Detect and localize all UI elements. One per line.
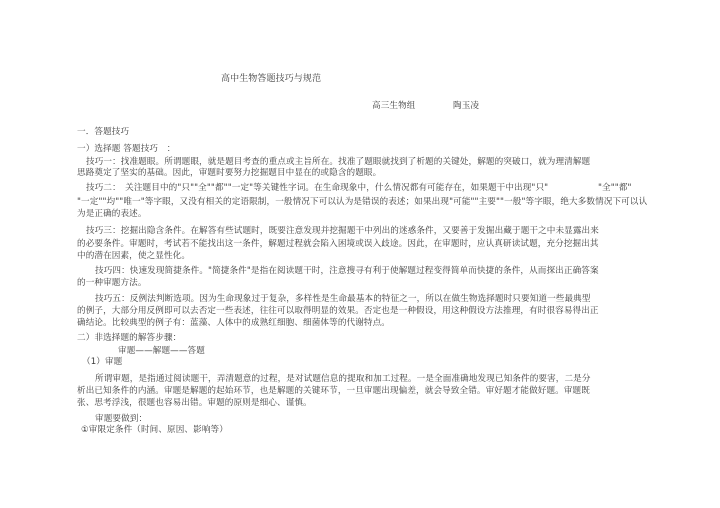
paragraph-line: "全""都"	[598, 183, 632, 193]
paragraph-line: 技巧三：挖掘出隐含条件。在解答有些试题时，既要注意发现并挖掘题干中列出的迷惑条件，又要善于发掘出藏于题干之中未显露出来	[86, 226, 599, 236]
author-group: 高三生物组	[372, 101, 416, 111]
paragraph-line: 技巧五：反例法判断选项。因为生命现象过于复杂，多样性是生命最基本的特征之一，所以在做生物选择题时只要知道一些最典型	[95, 294, 591, 304]
paragraph-line: 确结论。比较典型的例子有：蓝藻、人体中的成熟红细胞、细菌体等的代谢特点。	[77, 318, 390, 328]
paragraph-line: 张、思考浮浅，很题也容易出错。审题的原则是细心、谨慎。	[77, 398, 312, 408]
step-heading: （1）审题	[82, 357, 123, 367]
paragraph-line: 的一种审题方法。	[77, 278, 147, 288]
subsection-heading: 一）选择题 答题技巧 ：	[77, 144, 176, 154]
paragraph-line: "一定""均""唯一"等字眼，又没有相关的定语限制，一般情况下可以认为是错误的表述；如果出现"可能""主要""一般"等字眼，绝大多数情况下可以认	[77, 197, 648, 207]
paragraph-line: 思路奠定了坚实的基础。因此，审题时要努力挖掘题目中显在的或隐含的题眼。	[77, 168, 382, 178]
doc-title: 高中生物答题技巧与规范	[221, 74, 322, 84]
paragraph-line: 审题要做到：	[95, 414, 148, 424]
paragraph-line: 中的潜在因素，使之显性化。	[77, 251, 191, 261]
paragraph-line: 的例子，大部分用反例即可以去否定一些表述，往往可以取得明显的效果。否定也是一种假设，用这种假设方法推理，有时很容易得出正	[77, 306, 599, 316]
subsection-heading: 二）非选择题的解答步骤：	[77, 333, 182, 343]
paragraph-line: 为是正确的表述。	[77, 209, 147, 219]
paragraph-line: 所谓审题，是指通过阅读题干，弄清题意的过程，是对试题信息的提取和加工过程。一是全面准确地发现已知条件的要害，二是分	[95, 374, 591, 384]
section-heading: 一．答题技巧	[77, 127, 130, 137]
paragraph-line: 的必要条件。审题时，考试若不能找出这一条件，解题过程就会陷入困境或误入歧途。因此，在审题时，应认真研读试题，充分挖掘出其	[77, 239, 599, 249]
list-item: ①审限定条件（时间、原因、影响等）	[81, 425, 228, 435]
paragraph-line: 技巧一：找准题眼。所谓题眼，就是题目考查的重点或主旨所在。找准了题眼就找到了析题的关键处，解题的突破口，就为理清解题	[86, 157, 591, 167]
author-name: 陶玉凌	[453, 101, 480, 111]
paragraph-line: 技巧二： 关注题目中的"只""全""都""一定"等关键性字词。在生命现象中，什么情况都有可能存在，如果题干中出现"只"	[86, 183, 549, 193]
paragraph-line: 析出已知条件的内涵。审题是解题的起始环节，也是解题的关键环节，一旦审题出现偏差，就会导致全错。审好题才能做好题。审题既	[77, 386, 590, 396]
steps-line: 审题——解题——答题	[118, 346, 205, 356]
paragraph-line: 技巧四：快速发现简捷条件。"简捷条件"是指在阅读题干时，注意搜寻有利于使解题过程变得简单而快捷的条件，从而探出正确答案	[95, 266, 599, 276]
